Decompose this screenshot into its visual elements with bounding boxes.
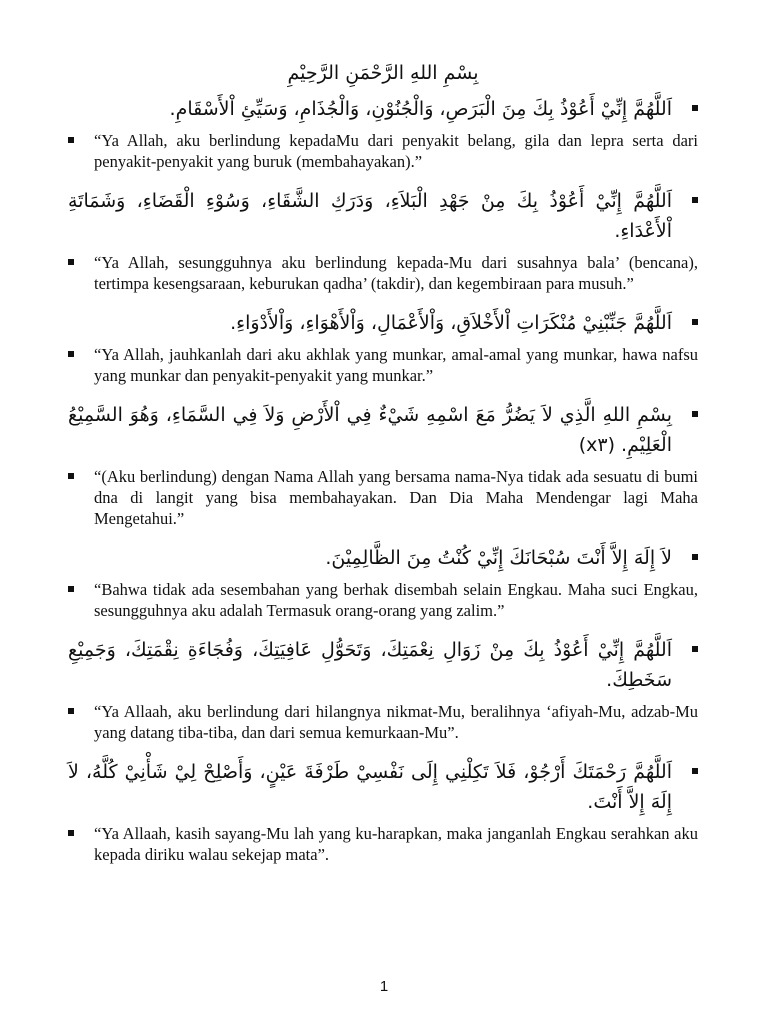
- page-number: 1: [379, 978, 389, 995]
- dua-item-2: [68, 186, 698, 294]
- arabic-text-content: اَللَّهُمَّ إِنِّيْ أَعُوْذُ بِكَ مِنْ زَوَالِ نِعْمَتِكَ، وَتَحَوُّلِ عَافِيَتِكَ، وَفُجَاءَةِ نِقْمَتِكَ، وَجَمِيْعِ سَخَطِكَ.: [68, 639, 672, 691]
- arabic-text-content: بِسْمِ اللهِ الَّذِي لاَ يَضُرُّ مَعَ اسْمِهِ شَيْءٌ فِي اْلأَرْضِ وَلاَ فِي السَّمَاءِ، وَهُوَ السَّمِيْعُ الْعَلِيْمِ. (x٣): [68, 404, 672, 456]
- translation-text-content: “Bahwa tidak ada sesembahan yang berhak disembah selain Engkau. Maha suci Engkau, sesungguhnya aku adalah Termasuk orang-orang yang zalim.”: [94, 580, 698, 620]
- document-page: [68, 58, 698, 879]
- bullet-icon: [68, 137, 74, 143]
- bullet-icon: [68, 259, 74, 265]
- translation-text: [68, 579, 698, 621]
- arabic-text-content: اَللَّهُمَّ إِنِّيْ أَعُوْذُ بِكَ مِنْ جَهْدِ الْبَلاَءِ، وَدَرَكِ الشَّقَاءِ، وَسُوْءِ الْقَضَاءِ، وَشَمَاتَةِ اْلأَعْدَاءِ.: [68, 190, 672, 242]
- bullet-icon: [68, 351, 74, 357]
- bullet-icon: [68, 586, 74, 592]
- dua-item-1: [68, 94, 698, 172]
- translation-text: [68, 823, 698, 865]
- bullet-icon: [692, 319, 698, 325]
- translation-text: [68, 252, 698, 294]
- bullet-icon: [68, 708, 74, 714]
- bismillah-heading: بِسْمِ اللهِ الرَّحْمَنِ الرَّحِيْمِ: [287, 62, 479, 84]
- translation-text-content: “Ya Allaah, aku berlindung dari hilangnya nikmat-Mu, beralihnya ‘afiyah-Mu, adzab-Mu yang datang tiba-tiba, dan dari semua kemurkaan-Mu”.: [94, 702, 698, 742]
- bullet-icon: [692, 554, 698, 560]
- arabic-text-content: لاَ إِلَهَ إِلاَّ أَنْتَ سُبْحَانَكَ إِنِّيْ كُنْتُ مِنَ الظَّالِمِيْنَ.: [325, 547, 672, 569]
- translation-text: [68, 701, 698, 743]
- arabic-text: [68, 543, 698, 573]
- bullet-icon: [692, 768, 698, 774]
- bullet-icon: [68, 473, 74, 479]
- dua-item-7: [68, 757, 698, 865]
- bullet-icon: [68, 830, 74, 836]
- arabic-text: [68, 400, 698, 460]
- translation-text-content: “Ya Allah, jauhkanlah dari aku akhlak yang munkar, amal-amal yang munkar, hawa nafsu yang munkar dan penyakit-penyakit yang munkar.”: [94, 345, 698, 385]
- arabic-text: [68, 757, 698, 817]
- dua-item-5: [68, 543, 698, 621]
- translation-text-content: “Ya Allaah, kasih sayang-Mu lah yang ku-harapkan, maka janganlah Engkau serahkan aku kepada diriku walau sekejap mata”.: [94, 824, 698, 864]
- translation-text: [68, 344, 698, 386]
- translation-text-content: “Ya Allah, aku berlindung kepadaMu dari penyakit belang, gila dan lepra serta dari penyakit-penyakit yang buruk (membahayakan).”: [94, 131, 698, 171]
- dua-item-3: [68, 308, 698, 386]
- translation-text: [68, 466, 698, 529]
- translation-text: [68, 130, 698, 172]
- arabic-text-content: اَللَّهُمَّ رَحْمَتَكَ أَرْجُوْ، فَلاَ تَكِلْنِي إِلَى نَفْسِيْ طَرْفَةَ عَيْنٍ، وَأَصْلِحْ لِيْ شَأْنِيْ كُلَّهُ، لاَ إِلَهَ إِلاَّ أَنْتَ.: [68, 761, 672, 813]
- bullet-icon: [692, 197, 698, 203]
- arabic-text-content: اَللَّهُمَّ جَنِّبْنِيْ مُنْكَرَاتِ اْلأَخْلاَقِ، وَاْلأَعْمَالِ، وَاْلأَهْوَاءِ، وَاْلأَدْوَاءِ.: [230, 312, 672, 334]
- arabic-text: [68, 308, 698, 338]
- arabic-text: [68, 635, 698, 695]
- translation-text-content: “(Aku berlindung) dengan Nama Allah yang bersama nama-Nya tidak ada sesuatu di bumi dna di langit yang bisa membahayakan. Dan Dia Maha Mendengar lagi Maha Mengetahui.”: [94, 467, 698, 528]
- arabic-text: [68, 94, 698, 124]
- bullet-icon: [692, 646, 698, 652]
- arabic-text-content: اَللَّهُمَّ إِنِّيْ أَعُوْذُ بِكَ مِنَ الْبَرَصِ، وَالْجُنُوْنِ، وَالْجُذَامِ، وَسَيِّئِ اْلأَسْقَامِ.: [169, 98, 672, 120]
- bullet-icon: [692, 411, 698, 417]
- bullet-icon: [692, 105, 698, 111]
- translation-text-content: “Ya Allah, sesungguhnya aku berlindung kepada-Mu dari susahnya bala’ (bencana), tertimpa kesengsaraan, keburukan qadha’ (takdir), dan kegembiraan para musuh.”: [94, 253, 698, 293]
- arabic-text: [68, 186, 698, 246]
- dua-item-4: [68, 400, 698, 529]
- dua-item-6: [68, 635, 698, 743]
